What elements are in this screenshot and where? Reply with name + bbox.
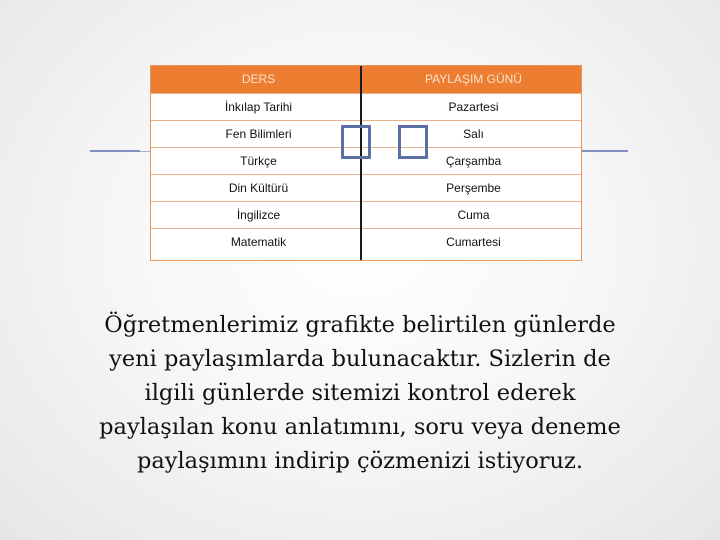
sharing-schedule-table <box>150 65 582 261</box>
day-cell: Çarşamba <box>445 154 502 168</box>
course-cell: Din Kültürü <box>228 181 289 195</box>
day-cell: Cumartesi <box>446 235 501 249</box>
decorative-line-left <box>90 150 140 152</box>
course-cell: Matematik <box>230 235 287 249</box>
day-cell: Pazartesi <box>448 100 499 114</box>
table-row <box>151 174 581 201</box>
table-row <box>151 228 581 255</box>
decorative-line-right <box>578 150 628 152</box>
course-cell: Türkçe <box>240 154 277 168</box>
header-course: DERS <box>241 72 276 86</box>
day-cell: Perşembe <box>446 181 501 195</box>
course-cell: İngilizce <box>236 208 281 222</box>
missing-glyph-box-icon <box>341 125 371 159</box>
header-sharing-day: PAYLAŞIM GÜNÜ <box>425 72 522 86</box>
day-cell: Salı <box>463 127 484 141</box>
announcement-line: yeni paylaşımlarda bulunacaktır. Sizlerin de <box>109 346 611 372</box>
announcement-line: Öğretmenlerimiz grafikte belirtilen günlerde <box>104 312 616 338</box>
missing-glyph-box-icon <box>398 125 428 159</box>
table-header-row <box>151 66 581 93</box>
course-cell: Fen Bilimleri <box>225 127 292 141</box>
announcement-line: ilgili günlerde sitemizi kontrol ederek <box>144 380 576 406</box>
table-row <box>151 93 581 120</box>
announcement-line: paylaşılan konu anlatımını, soru veya deneme <box>99 414 621 440</box>
announcement-text <box>60 308 660 478</box>
table-row <box>151 201 581 228</box>
day-cell: Cuma <box>457 208 490 222</box>
course-cell: İnkılap Tarihi <box>224 100 293 114</box>
column-divider <box>360 66 362 260</box>
announcement-line: paylaşımını indirip çözmenizi istiyoruz. <box>136 448 584 474</box>
